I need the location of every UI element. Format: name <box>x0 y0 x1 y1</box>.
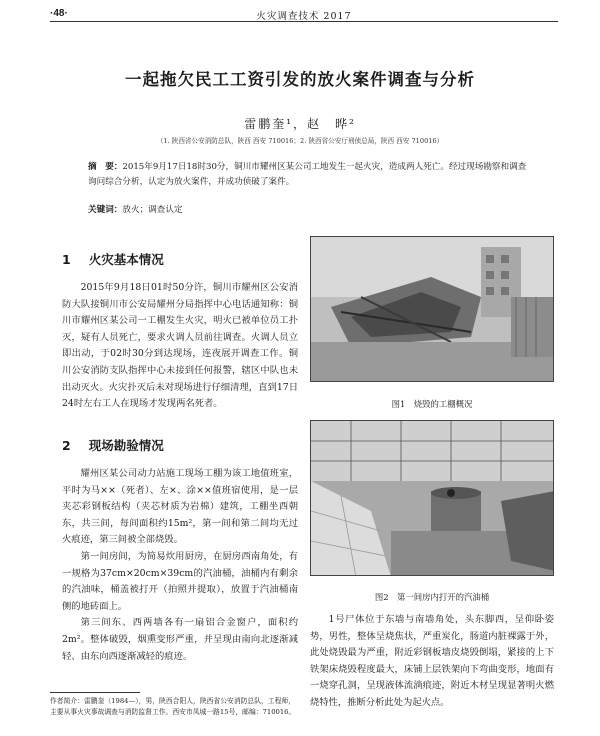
keywords-text: 放火；调查认定 <box>122 205 183 215</box>
abstract-text: 2015年9月17日18时30分，铜川市耀州区某公司工地发生一起火灾，造成两人死亡。经过现场勘察和调查询问综合分析，认定为放火案件，并成功侦破了案件。 <box>88 162 527 187</box>
right-column-paragraph: 1号尸体位于东墙与南墙角处，头东脚西，呈仰卧姿势，男性，整体呈烧焦状，严重炭化，肠道内脏裸露于外，此处烧毁最为严重，附近彩钢板墙皮烧毁倒塌，紧接的上下铁架床烧毁程度最大，床铺上层铁架向下弯曲变形，地面有一烧穿孔洞，呈现液体流淌痕迹，附近木材呈现显著明火燃烧特性，推断分析此处为起火点。 <box>310 614 554 708</box>
figure-2-photo <box>310 420 554 576</box>
article-title: 一起拖欠民工工资引发的放火案件调查与分析 <box>125 70 475 89</box>
page-number: ·48· <box>50 8 68 19</box>
section-1-number: 1 <box>62 252 71 267</box>
section-2-body <box>62 466 298 665</box>
abstract-label: 摘 要： <box>88 162 123 172</box>
figure-2-caption: 图2 第一间房内打开的汽油桶 <box>374 592 490 602</box>
section-2-number: 2 <box>62 438 71 453</box>
figure-1-photo <box>310 236 554 382</box>
footnote-rule <box>50 692 140 693</box>
section-1-paragraph: 2015年9月18日01时50分许，铜川市耀州区公安消防大队接铜川市公安局耀州分局指挥中心电话通知称：铜川市耀州区某公司一工棚发生火灾，明火已被单位员工扑灭，疑有人员死亡，要求火调人员前往调查。火调人员立即出动，于02时30分到达现场，连夜展开调查工作。铜川公安消防支队指挥中心未接到任何报警，辖区中队也未出动灭火。火灾扑灭后未对现场进行仔细清理，直到17日24时左右工人在现场才发现两名死者。 <box>62 282 298 410</box>
journal-name: 火灾调查技术 2017 <box>256 11 352 22</box>
authors: 雷鹏奎¹，赵 晔² <box>244 117 356 131</box>
figure-1-caption: 图1 烧毁的工棚概况 <box>391 399 473 409</box>
author-footnote: 作者简介：雷鹏奎（1984—），男，陕西合阳人，陕西省公安消防总队，工程师，主要从事火灾事故调查与消防监督工作。西安市凤城一路15号，邮编：710016。 <box>50 697 296 716</box>
keywords-label: 关键词： <box>88 205 123 215</box>
running-header <box>50 8 558 22</box>
section-2-title: 现场勘验情况 <box>88 438 164 453</box>
section-2-paragraph: 耀州区某公司动力站施工现场工棚为该工地值班室，平时为马××（死者）、左×、涂××值班宿使用，是一层夹芯彩钢板结构（夹芯材质为岩棉）建筑，工棚坐西朝东，共三间，每间面积约15m²，第一间和第二间均无过火痕迹，第三间被全部烧毁。 <box>62 468 298 546</box>
affiliations: （1. 陕西省公安消防总队，陕西 西安 710016；2. 陕西省公安厅刑侦总局，陕西 西安 710016） <box>156 137 444 145</box>
section-2-heading <box>62 436 164 454</box>
keywords <box>88 203 528 215</box>
section-2-paragraph: 第一间房间，为简易炊用厨房，在厨房西南角处，有一规格为37cm×20cm×39cm的汽油桶，油桶内有剩余的汽油味，桶盖被打开（拍照并提取），放置于汽油桶南侧的地砖面上。 <box>62 550 298 612</box>
abstract <box>88 160 528 190</box>
section-1-title: 火灾基本情况 <box>88 252 164 267</box>
section-2-paragraph: 第三间东、西两墙各有一扇铝合金窗户，面积约2m²。整体破毁，烟熏变形严重，并呈现由南向北逐渐减轻、由东向西逐渐减轻的痕迹。 <box>62 617 298 662</box>
section-1-heading <box>62 250 164 268</box>
